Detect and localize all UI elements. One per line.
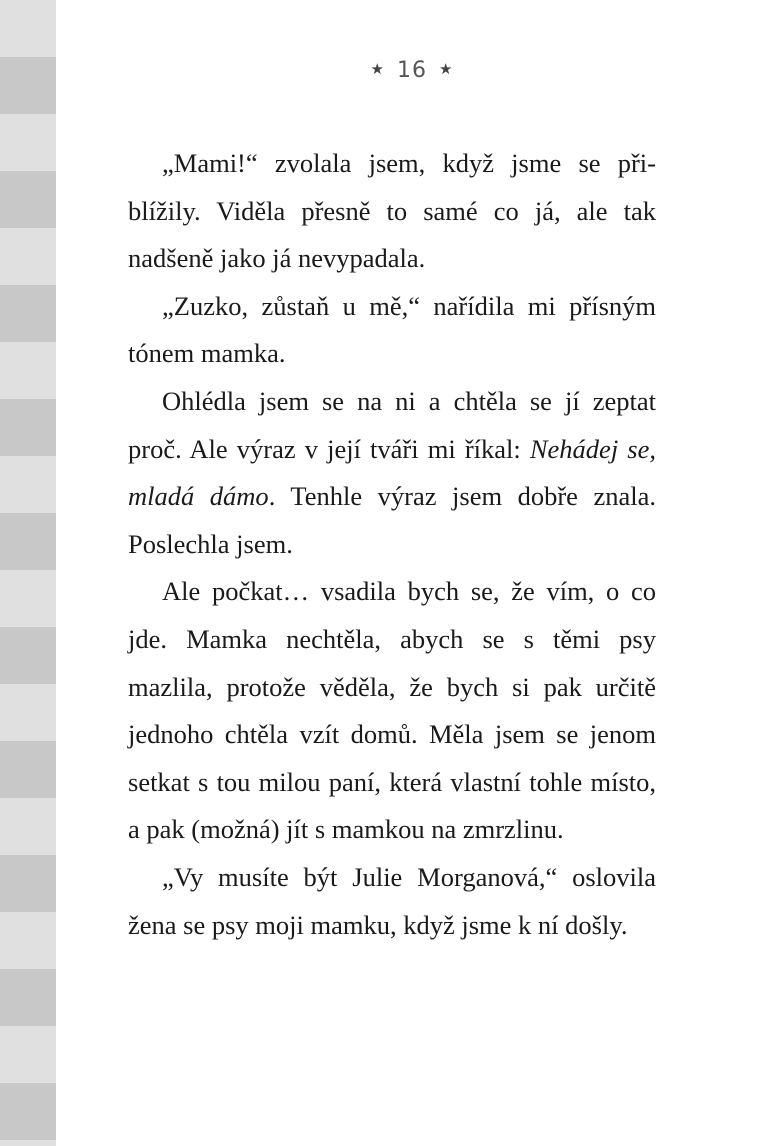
- paragraph: „Zuzko, zůstaň u mě,“ nařídila mi přísným tónem mamka.: [128, 290, 656, 369]
- paragraph: „Mami!“ zvolala jsem, když jsme se přiblížily. Viděla přesně to samé co já, ale tak nadšeně jako já nevypadala.: [128, 148, 656, 274]
- italic-phrase: Nehádej se, mladá dámo: [128, 433, 657, 512]
- star-icon: ★: [370, 60, 385, 78]
- page-header: [56, 58, 768, 83]
- paragraph: [128, 378, 656, 568]
- striped-margin-bar: [0, 0, 56, 1146]
- paragraph: Ale počkat… vsadila bych se, že vím, o co jde. Mamka nechtěla, abych se s těmi psy mazlila, protože věděla, že bych si pak určitě jednoho chtěla vzít domů. Měla jsem se jenom setkat s tou milou paní, která vlastní tohle místo, a pak (možná) jít s mamkou na zmrzlinu.: [128, 576, 656, 845]
- paragraph-text: . Tenhle výraz jsem dobře znala. Poslechla jsem.: [128, 481, 656, 559]
- star-icon: ★: [439, 60, 454, 78]
- paragraph-text: Ohlédla jsem se na ni a chtěla se jí zeptat proč. Ale výraz v její tváři mi říkal:: [128, 385, 656, 464]
- body-text: [128, 140, 656, 949]
- paragraph: „Vy musíte být Julie Morganová,“ oslovila žena se psy moji mamku, když jsme k ní došly.: [128, 861, 656, 940]
- page-number: 16: [397, 58, 427, 83]
